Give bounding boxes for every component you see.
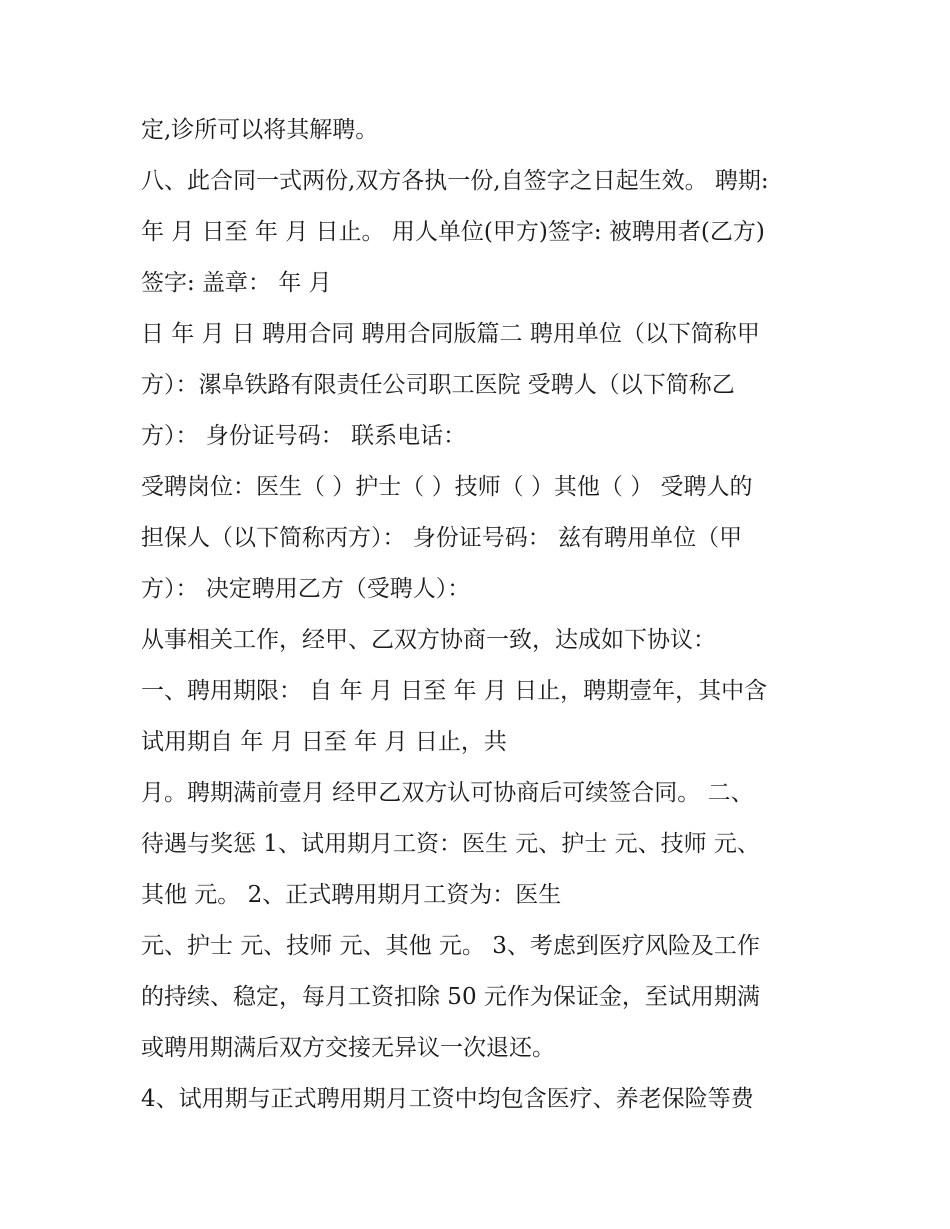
text-line: 方）：漯阜铁路有限责任公司职工医院 受聘人（以下简称乙	[141, 372, 735, 398]
text-line: 日 年 月 日 聘用合同 聘用合同版篇二 聘用单位（以下简称甲	[141, 321, 760, 347]
text-line: 4、试用期与正式聘用期月工资中均包含医疗、养老保险等费	[141, 1086, 754, 1112]
text-line: 一、聘用期限： 自 年 月 日至 年 月 日止，聘期壹年，其中含	[141, 678, 768, 704]
text-line: 担保人（以下简称丙方）： 身份证号码： 兹有聘用单位（甲	[141, 525, 743, 551]
document-body	[141, 110, 821, 1130]
text-line: 月。聘期满前壹月 经甲乙双方认可协商后可续签合同。 二、	[141, 780, 754, 806]
text-line: 或聘用期满后双方交接无异议一次退还。	[141, 1035, 555, 1061]
text-line: 从事相关工作，经甲、乙双方协商一致，达成如下协议：	[141, 627, 716, 653]
text-line: 年 月 日至 年 月 日止。 用人单位(甲方)签字: 被聘用者(乙方)	[141, 219, 765, 245]
text-line: 八、此合同一式两份,双方各执一份,自签字之日起生效。 聘期:	[141, 168, 769, 194]
text-line: 签字: 盖章： 年 月	[141, 270, 332, 296]
text-line: 试用期自 年 月 日至 年 月 日止，共	[141, 729, 507, 755]
text-line: 方）： 决定聘用乙方（受聘人）：	[141, 576, 471, 602]
text-line: 受聘岗位：医生（ ）护士（ ）技师（ ）其他（ ） 受聘人的	[141, 474, 753, 500]
text-line: 待遇与奖惩 1、试用期月工资：医生 元、护士 元、技师 元、	[141, 831, 760, 857]
text-line: 定,诊所可以将其解聘。	[141, 117, 379, 143]
text-line: 的持续、稳定，每月工资扣除 50 元作为保证金，至试用期满	[141, 984, 760, 1010]
text-line: 元、护士 元、技师 元、其他 元。 3、考虑到医疗风险及工作	[141, 933, 760, 959]
text-line: 其他 元。 2、正式聘用期月工资为：医生	[141, 882, 562, 908]
text-line: 方）： 身份证号码： 联系电话：	[141, 423, 467, 449]
